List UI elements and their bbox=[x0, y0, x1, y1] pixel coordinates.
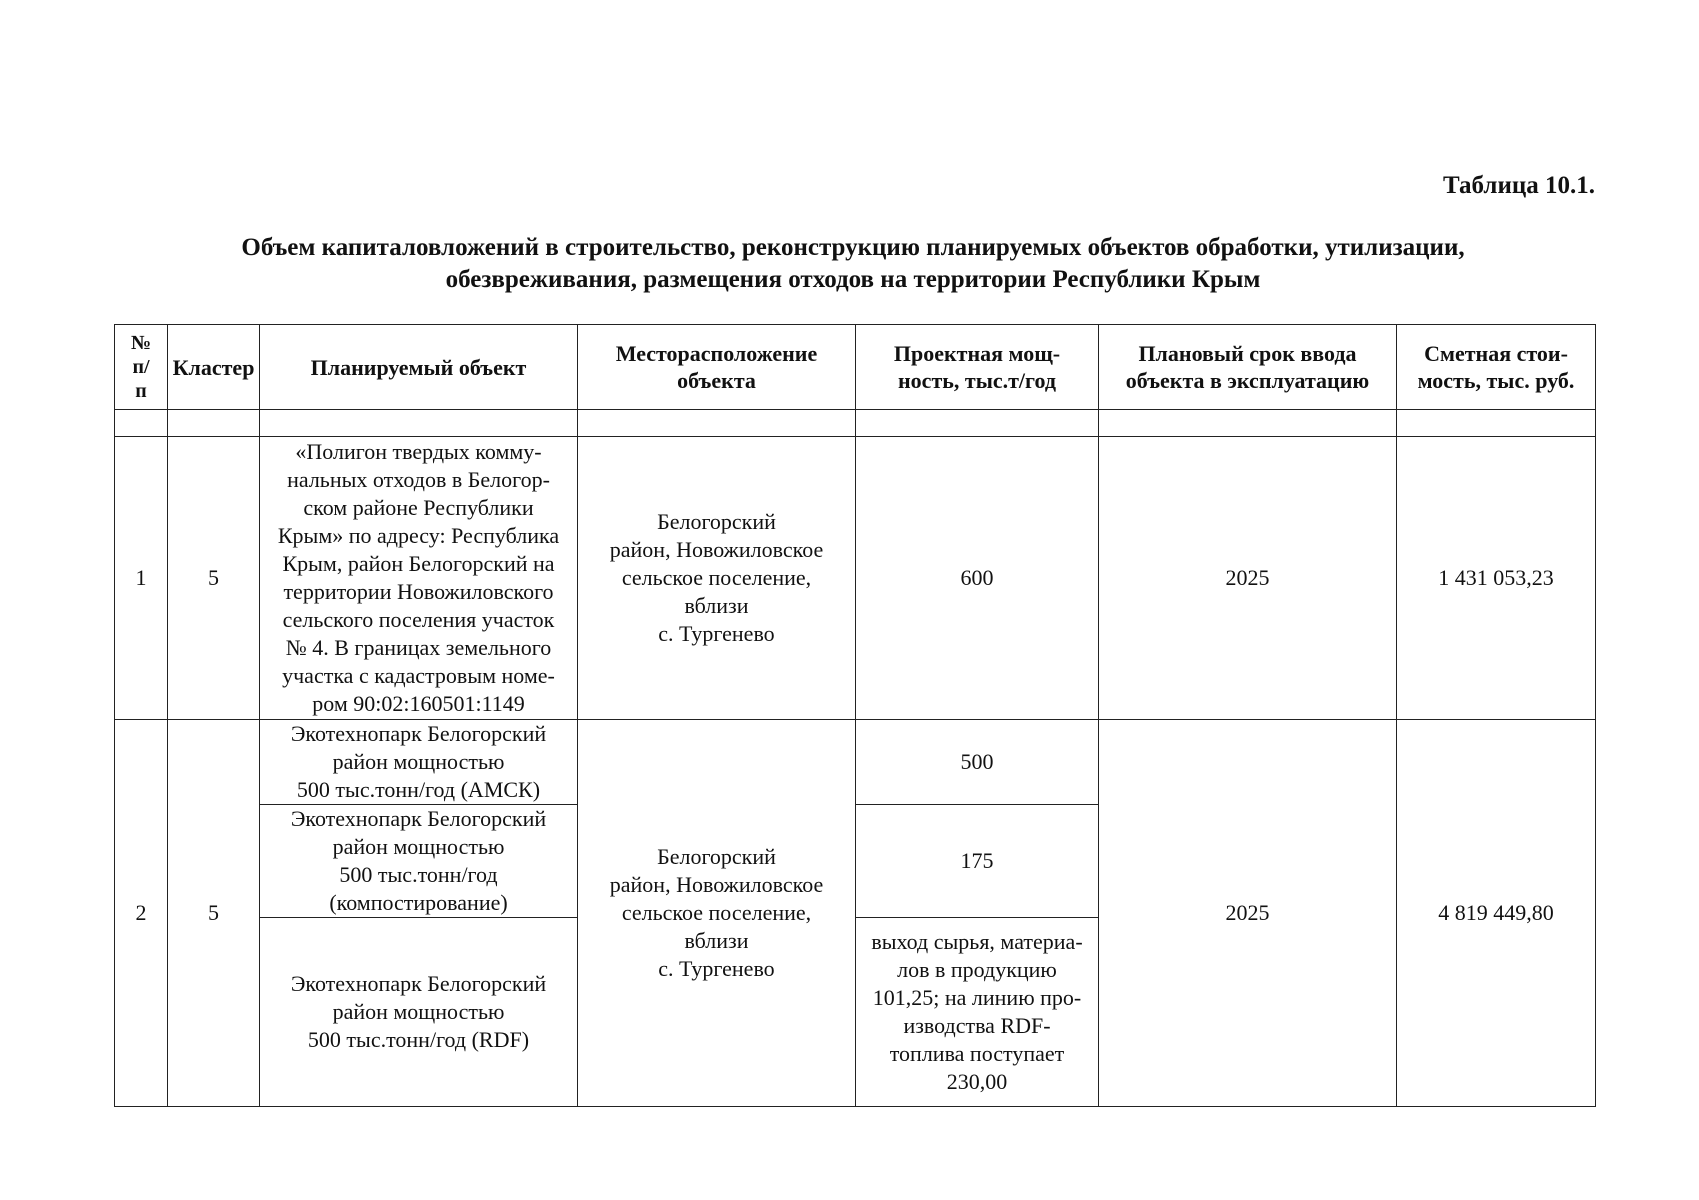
row-design-capacity: 600 bbox=[856, 437, 1099, 720]
row-commissioning-term: 2025 bbox=[1099, 437, 1397, 720]
sub-item-design-capacity: выход сырья, материа- лов в продукцию 101,25; на линию про- изводства RDF- топлива поступает 230,00 bbox=[856, 918, 1099, 1107]
empty-cell bbox=[115, 410, 168, 437]
empty-cell bbox=[1397, 410, 1596, 437]
row-number: 1 bbox=[115, 437, 168, 720]
table-row bbox=[115, 437, 1596, 720]
capital-investment-table bbox=[114, 324, 1596, 1107]
sub-item-design-capacity: 500 bbox=[856, 720, 1099, 805]
sub-item-design-capacity: 175 bbox=[856, 805, 1099, 918]
header-number: № п/ п bbox=[115, 325, 168, 410]
header-commissioning-term: Плановый срок ввода объекта в эксплуатацию bbox=[1099, 325, 1397, 410]
row-location: Белогорский район, Новожиловское сельское поселение, вблизи с. Тургенево bbox=[578, 437, 856, 720]
sub-item-planned-object: Экотехнопарк Белогорский район мощностью 500 тыс.тонн/год (АМСК) bbox=[260, 720, 578, 805]
document-title-line: Объем капиталовложений в строительство, реконструкцию планируемых объектов обработки, утилизации, bbox=[241, 234, 1465, 261]
empty-cell bbox=[1099, 410, 1397, 437]
header-location: Месторасположение объекта bbox=[578, 325, 856, 410]
table-row bbox=[115, 720, 1596, 805]
row-planned-object: «Полигон твердых комму- нальных отходов в Белогор- ском районе Республики Крым» по адресу: Республика Крым, район Белогорский на территории Новожиловского сельского поселения участок № 4. В границах земельного участка с кадастровым номе- ром 90:02:160501:1149 bbox=[260, 437, 578, 720]
row-cluster: 5 bbox=[168, 720, 260, 1107]
document-title-line: обезвреживания, размещения отходов на территории Республики Крым bbox=[445, 266, 1261, 293]
sub-item-planned-object: Экотехнопарк Белогорский район мощностью 500 тыс.тонн/год (компостирование) bbox=[260, 805, 578, 918]
document-title bbox=[120, 232, 1586, 296]
empty-cell bbox=[856, 410, 1099, 437]
row-location: Белогорский район, Новожиловское сельское поселение, вблизи с. Тургенево bbox=[578, 720, 856, 1107]
header-planned-object: Планируемый объект bbox=[260, 325, 578, 410]
row-estimated-cost: 4 819 449,80 bbox=[1397, 720, 1596, 1107]
table-spacer-row bbox=[115, 410, 1596, 437]
row-cluster: 5 bbox=[168, 437, 260, 720]
row-estimated-cost: 1 431 053,23 bbox=[1397, 437, 1596, 720]
row-number: 2 bbox=[115, 720, 168, 1107]
table-header-row bbox=[115, 325, 1596, 410]
empty-cell bbox=[260, 410, 578, 437]
sub-item-planned-object: Экотехнопарк Белогорский район мощностью 500 тыс.тонн/год (RDF) bbox=[260, 918, 578, 1107]
header-cluster: Кластер bbox=[168, 325, 260, 410]
header-design-capacity: Проектная мощ- ность, тыс.т/год bbox=[856, 325, 1099, 410]
header-estimated-cost: Сметная стои- мость, тыс. руб. bbox=[1397, 325, 1596, 410]
empty-cell bbox=[168, 410, 260, 437]
empty-cell bbox=[578, 410, 856, 437]
table-number-label: Таблица 10.1. bbox=[1442, 172, 1595, 199]
row-commissioning-term: 2025 bbox=[1099, 720, 1397, 1107]
